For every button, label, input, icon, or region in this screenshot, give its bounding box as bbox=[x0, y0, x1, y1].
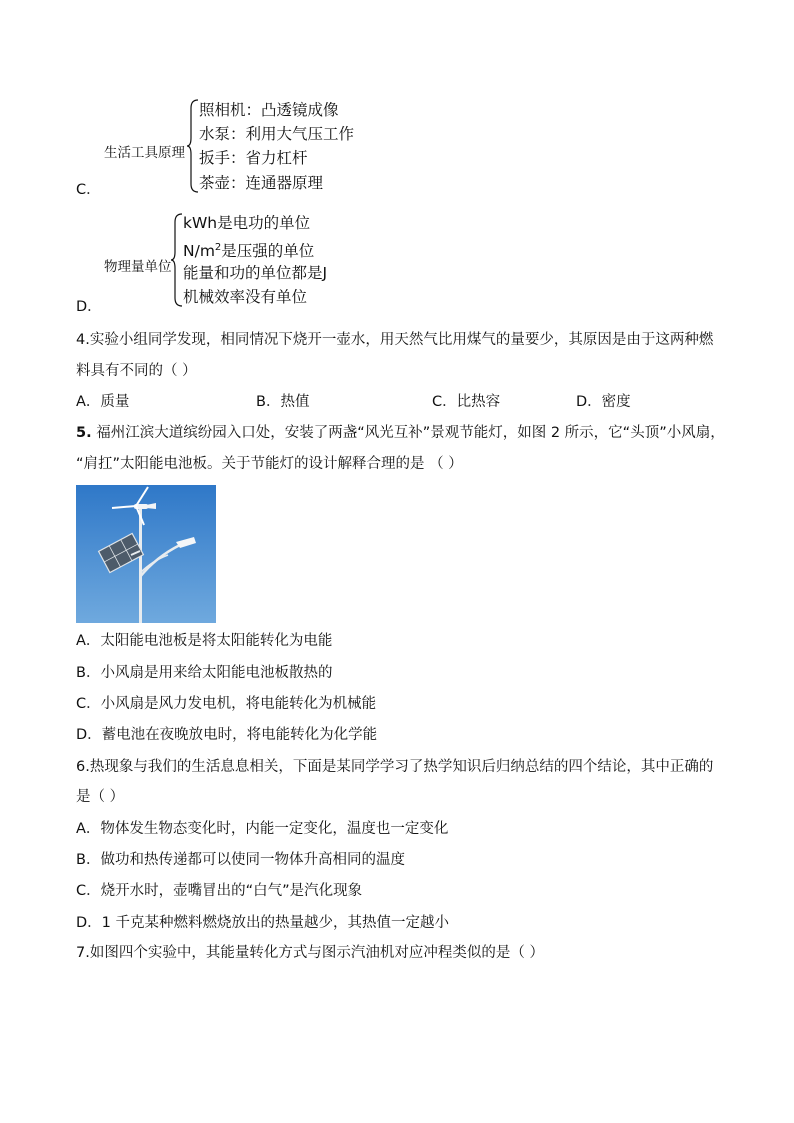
question-5-option-b: B．小风扇是用来给太阳能电池板散热的 bbox=[76, 665, 333, 681]
question-6-option-a: A．物体发生物态变化时，内能一定变化，温度也一定变化 bbox=[76, 821, 449, 837]
exponent-2: 2 bbox=[214, 242, 222, 253]
option-d-label: 物理量单位 bbox=[104, 259, 172, 275]
option-d-item-2 bbox=[183, 236, 314, 263]
option-c-item-1: 照相机：凸透镜成像 bbox=[199, 101, 339, 119]
option-d-item-1: kWh是电功的单位 bbox=[183, 214, 311, 232]
question-5-option-c: C．小风扇是风力发电机，将电能转化为机械能 bbox=[76, 696, 377, 712]
question-4-option-b: B．热值 bbox=[256, 394, 310, 410]
question-4-line-2: 料具有不同的（ ） bbox=[76, 363, 197, 379]
question-5-number: 5. bbox=[76, 425, 92, 441]
brace-d bbox=[170, 212, 184, 308]
wind-solar-lamp-photo bbox=[76, 485, 216, 623]
option-c-letter: C． bbox=[76, 182, 101, 198]
option-d-item-4: 机械效率没有单位 bbox=[183, 288, 308, 306]
question-6-line-2: 是（ ） bbox=[76, 789, 125, 805]
question-4-option-d: D．密度 bbox=[576, 394, 631, 410]
option-c-label: 生活工具原理 bbox=[104, 145, 185, 161]
question-4-line-1: 4.实验小组同学发现，相同情况下烧开一壶水，用天然气比用煤气的量要少，其原因是由于这两种燃 bbox=[76, 332, 714, 348]
question-4-option-c: C．比热容 bbox=[432, 394, 501, 410]
question-5-text: 福州江滨大道缤纷园入口处，安装了两盏“风光互补”景观节能灯，如图 2 所示，它“头顶”小风扇， bbox=[91, 425, 725, 441]
option-d-letter: D． bbox=[76, 299, 102, 315]
option-c-item-3: 扳手：省力杠杆 bbox=[199, 149, 308, 167]
option-d-item-3: 能量和功的单位都是J bbox=[183, 264, 328, 282]
question-6-option-b: B．做功和热传递都可以使同一物体升高相同的温度 bbox=[76, 852, 405, 868]
question-6-option-d: D．1 千克某种燃料燃烧放出的热量越少，其热值一定越小 bbox=[76, 915, 449, 931]
brace-c bbox=[186, 98, 200, 194]
option-c-item-4: 茶壶：连通器原理 bbox=[199, 174, 324, 192]
pressure-unit-text: 是压强的单位 bbox=[221, 242, 315, 261]
question-6-option-c: C．烧开水时，壶嘴冒出的“白气”是汽化现象 bbox=[76, 883, 363, 899]
option-c-item-2: 水泵：利用大气压工作 bbox=[199, 125, 355, 143]
question-4-option-a: A．质量 bbox=[76, 394, 130, 410]
question-7-line-1: 7.如图四个实验中，其能量转化方式与图示汽油机对应冲程类似的是（ ） bbox=[76, 945, 544, 961]
question-6-line-1: 6.热现象与我们的生活息息相关，下面是某同学学习了热学知识后归纳总结的四个结论，其中正确的 bbox=[76, 759, 714, 775]
unit-n-per-m: N/m bbox=[183, 242, 215, 261]
question-5-line-1 bbox=[76, 423, 725, 443]
question-5-line-2: “肩扛”太阳能电池板。关于节能灯的设计解释合理的是 （ ） bbox=[76, 456, 463, 472]
question-5-option-a: A．太阳能电池板是将太阳能转化为电能 bbox=[76, 633, 333, 649]
question-5-option-d: D．蓄电池在夜晚放电时，将电能转化为化学能 bbox=[76, 727, 378, 743]
